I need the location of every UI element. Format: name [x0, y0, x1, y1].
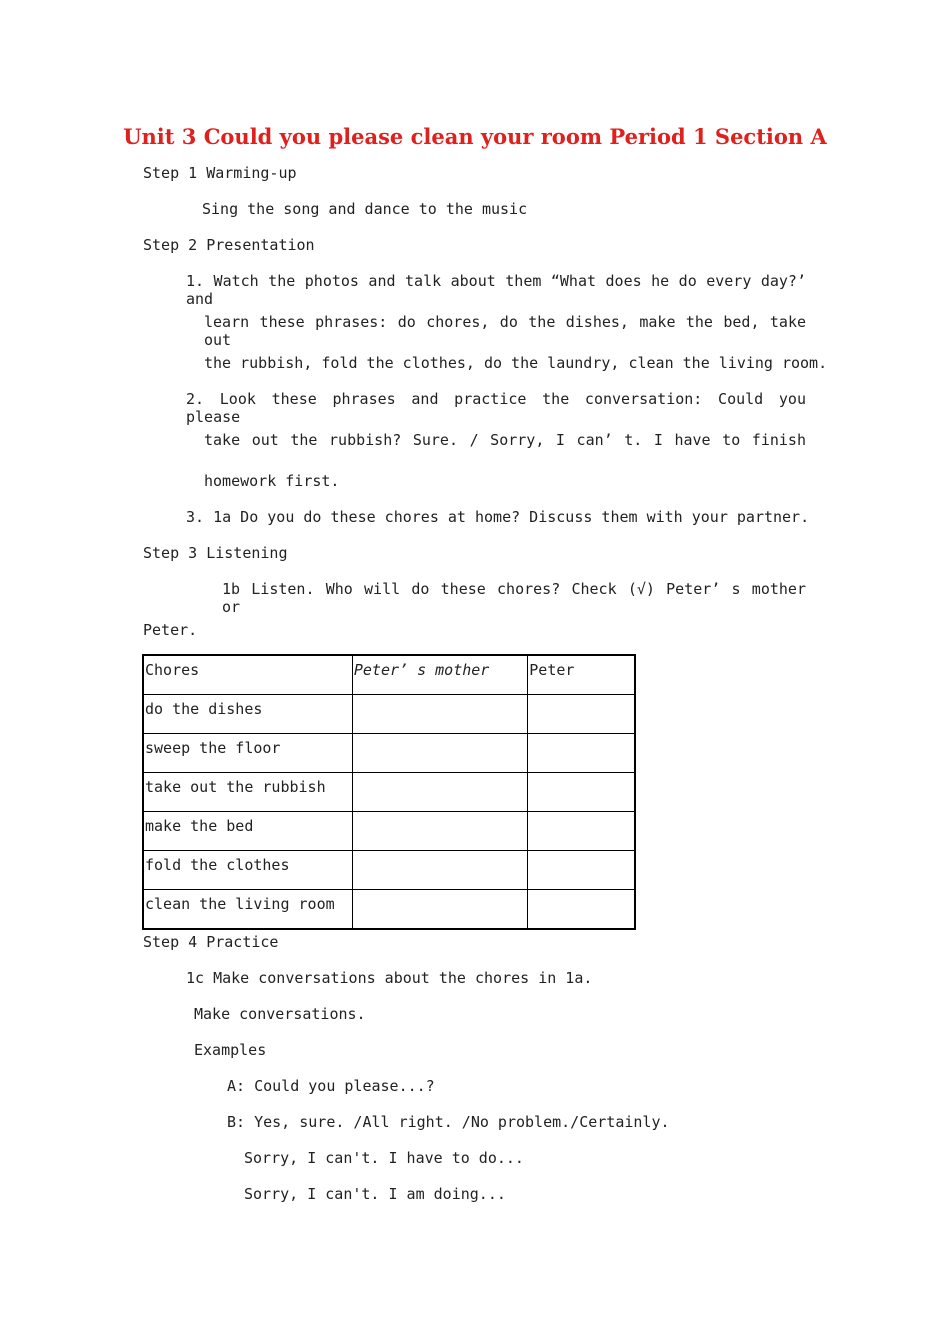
- step4-line1: 1c Make conversations about the chores in 1a.: [186, 969, 593, 987]
- step4-heading: Step 4 Practice: [143, 933, 279, 951]
- example-line-b: B: Yes, sure. /All right. /No problem./Certainly.: [227, 1113, 670, 1131]
- table-header-row: [143, 655, 635, 695]
- table-row: [143, 773, 635, 812]
- mother-check-cell[interactable]: [352, 812, 527, 851]
- mother-check-cell[interactable]: [352, 734, 527, 773]
- chore-cell: sweep the floor: [143, 734, 352, 773]
- step2-item2-line3: homework first.: [204, 472, 340, 490]
- chore-cell: make the bed: [143, 812, 352, 851]
- step3-heading: Step 3 Listening: [143, 544, 288, 562]
- step1-text: Sing the song and dance to the music: [202, 200, 528, 218]
- step2-item1-line2: learn these phrases: do chores, do the dishes, make the bed, take out: [204, 313, 806, 349]
- header-peters-mother: Peter’ s mother: [352, 655, 527, 695]
- table-row: [143, 734, 635, 773]
- mother-check-cell[interactable]: [352, 695, 527, 734]
- chore-cell: do the dishes: [143, 695, 352, 734]
- step2-heading: Step 2 Presentation: [143, 236, 315, 254]
- example-line-b3: Sorry, I can't. I am doing...: [244, 1185, 506, 1203]
- step2-item1-line3: the rubbish, fold the clothes, do the laundry, clean the living room.: [204, 354, 828, 372]
- step4-examples-label: Examples: [194, 1041, 267, 1059]
- peter-check-cell[interactable]: [528, 695, 635, 734]
- step2-item2-line1: 2. Look these phrases and practice the conversation: Could you please: [186, 390, 806, 426]
- mother-check-cell[interactable]: [352, 890, 527, 930]
- chore-cell: clean the living room: [143, 890, 352, 930]
- step1-heading: Step 1 Warming-up: [143, 164, 297, 182]
- peter-check-cell[interactable]: [528, 773, 635, 812]
- table-row: [143, 695, 635, 734]
- step3-instruction-line1: 1b Listen. Who will do these chores? Check (√) Peter’ s mother or: [222, 580, 806, 616]
- peter-check-cell[interactable]: [528, 890, 635, 930]
- peter-check-cell[interactable]: [528, 812, 635, 851]
- document-title: Unit 3 Could you please clean your room Period 1 Section A: [123, 124, 827, 149]
- mother-check-cell[interactable]: [352, 851, 527, 890]
- header-chores: Chores: [143, 655, 352, 695]
- step3-instruction-line2: Peter.: [143, 621, 198, 639]
- step4-line2: Make conversations.: [194, 1005, 366, 1023]
- chore-cell: fold the clothes: [143, 851, 352, 890]
- chore-cell: take out the rubbish: [143, 773, 352, 812]
- example-line-a: A: Could you please...?: [227, 1077, 435, 1095]
- peter-check-cell[interactable]: [528, 851, 635, 890]
- mother-check-cell[interactable]: [352, 773, 527, 812]
- step2-item3: 3. 1a Do you do these chores at home? Discuss them with your partner.: [186, 508, 810, 526]
- step2-item2-line2: take out the rubbish? Sure. / Sorry, I can’ t. I have to finish: [204, 431, 806, 449]
- table-row: [143, 851, 635, 890]
- header-peter: Peter: [528, 655, 635, 695]
- peter-check-cell[interactable]: [528, 734, 635, 773]
- table-row: [143, 812, 635, 851]
- example-line-b2: Sorry, I can't. I have to do...: [244, 1149, 524, 1167]
- chores-table: [142, 654, 636, 930]
- step2-item1-line1: 1. Watch the photos and talk about them “What does he do every day?’ and: [186, 272, 806, 308]
- table-row: [143, 890, 635, 930]
